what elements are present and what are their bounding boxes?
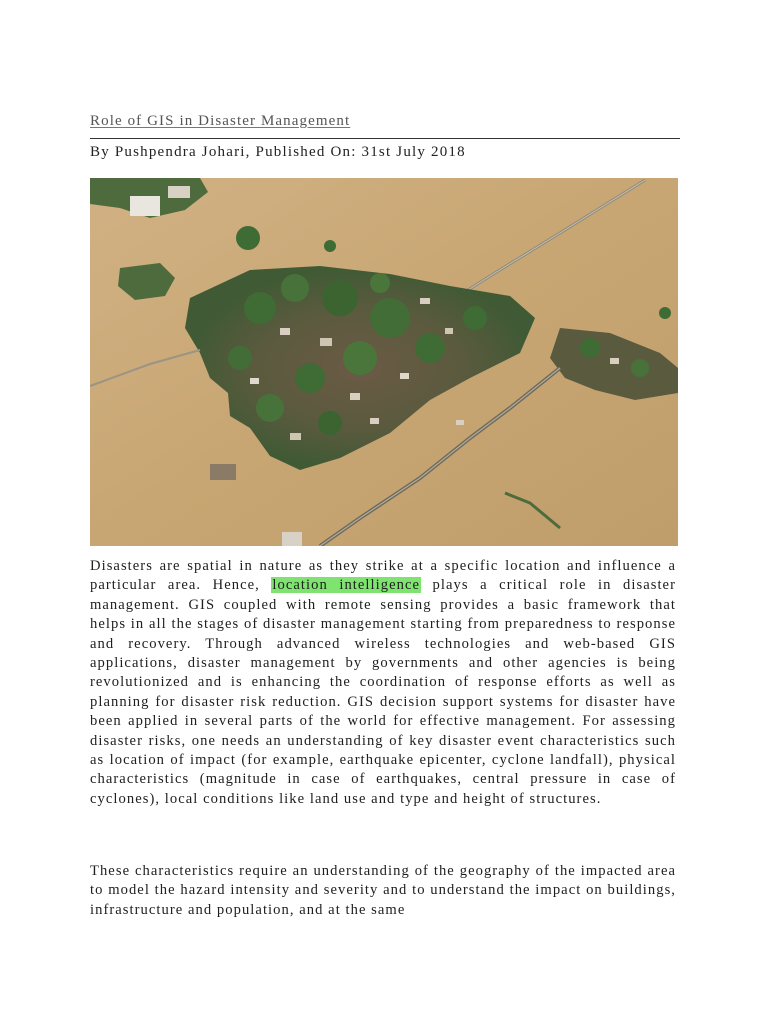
title-divider <box>90 138 680 139</box>
paragraph-1-lead: Disasters are spatial in nature as they strike at a specific location and influence a particular area. Hence, <box>90 558 676 594</box>
paragraph-2: These characteristics require an understanding of the geography of the impacted area to model the hazard intensity and severity and to understand the impact on buildings, infrastructure and population, and at the same <box>90 863 676 918</box>
paragraph-1 <box>90 557 676 809</box>
flood-aerial-photo <box>90 178 678 546</box>
paragraph-1-rest: plays a critical role in disaster management. GIS coupled with remote sensing provides a basic framework that helps in all the stages of disaster management starting from preparedness to response and recovery. Through advanced wireless technologies and web-based GIS applications, disaster management by governments and other agencies is being revolutionized and is enhancing the coordination of response efforts as well as planning for disaster risk reduction. GIS decision support systems for disaster have been applied in several parts of the world for effective management. For assessing disaster risks, one needs an understanding of key disaster event characteristics such as location of impact (for example, earthquake epicenter, cyclone landfall), physical characteristics (magnitude in case of earthquakes, central pressure in case of cyclones), local conditions like land use and type and height of structures. <box>90 577 676 807</box>
highlighted-term[interactable]: location intelligence <box>272 577 421 594</box>
article-title[interactable]: Role of GIS in Disaster Management <box>90 113 351 129</box>
article-byline: By Pushpendra Johari, Published On: 31st July 2018 <box>90 144 466 160</box>
